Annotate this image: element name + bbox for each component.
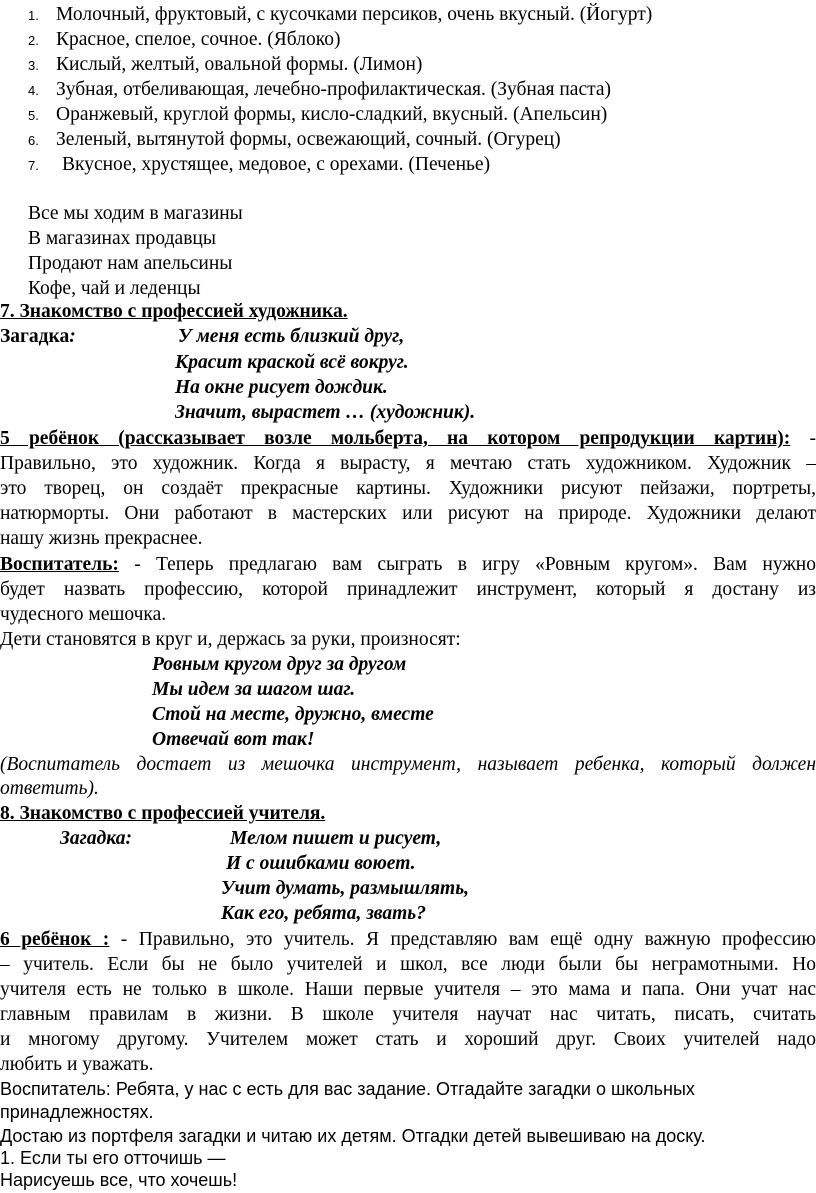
section-heading: 8. Знакомство с профессией учителя.: [0, 803, 326, 824]
riddle-line: Красит краской всё вокруг.: [175, 352, 409, 373]
poem-line: Кофе, чай и леденцы: [28, 278, 201, 299]
paragraph-line: натюрморты. Они работают в мастерских или рисуют на природе. Художники делают: [0, 503, 816, 524]
riddle-label: Загадка:: [60, 828, 132, 849]
paragraph-line: принадлежностях.: [0, 1102, 154, 1122]
riddle-line: У меня есть близкий друг,: [178, 326, 405, 347]
poem-line: В магазинах продавцы: [28, 228, 216, 249]
paragraph-line: это творец, он создаёт прекрасные картины. Художники рисуют пейзажи, портреты,: [0, 478, 816, 499]
document-page: 1. Молочный, фруктовый, с кусочками персиков, очень вкусный. (Йогурт) 2. Красное, спелое, сочное. (Яблоко) 3. Кислый, желтый, овальной формы. (Лимон) 4. Зубная, отбеливающая, лечебно-профилактическая. (Зубная паста) 5. Оранжевый, круглой формы, кисло-сладкий, вкусный. (Апельсин) 6. Зеленый, вытянутой формы, освежающий, сочный. (Огурец) 7. Вкусное, хрустящее, медовое, с орехами. (Печенье) Все мы ходим в магазины В магазинах продавцы Продают нам апельсины Кофе, чай и леденцы 7. Знакомство с профессией художника. Загадка: У меня есть близкий друг, Красит краской всё вокруг. На окне рисует дождик. Значит, вырастет … (художник). 5 ребёнок (рассказывает возле мольберта, на котором репродукции картин): - Правильно, это художник. Когда я вырасту, я мечтаю стать художником. Художник – это творец, он создаёт прекрасные картины. Художники рисуют пейзажи, портреты, натюрморты. Они работают в мастерских или рисуют на природе. Художники делают нашу жизнь прекраснее. Воспитатель: - Теперь предлагаю вам сыграть в игру «Ровным кругом». Вам нужно будет назвать профессию, которой принадлежит инструмент, который я достану из чудесного мешочка. Дети становятся в круг и, держась за руки, произносят: Ровным кругом друг за другом Мы идем за шагом шаг. Стой на месте, дружно, вместе Отвечай вот так! (Воспитатель достает из мешочка инструмент, называет ребенка, который должен ответить). 8. Знакомство с профессией учителя. Загадка: Мелом пишет и рисует, И с ошибками воюет. Учит думать, размышлять, Как его, ребята, звать? 6 ребёнок : - Правильно, это учитель. Я представляю вам ещё одну важную профессию – учитель. Если бы не было учителей и школ, все люди были бы неграмотными. Но учителя есть не только в школе. Наши первые учителя – это мама и папа. Они учат нас главным правилам в жизни. В школе учителя научат нас читать, писать, считать и многому другому. Учителем может стать и хороший друг. Своих учителей надо любить и уважать. Воспитатель: Ребята, у нас с есть для вас задание. Отгадайте загадки о школьных принадлежностях. Достаю из портфеля загадки и читаю их детям. Отгадки детей вывешиваю на доску. 1. Если ты его отточишь — Нарисуешь все, что хочешь!: [0, 0, 816, 1190]
riddle-line: Мелом пишет и рисует,: [230, 828, 442, 849]
poem-line: Продают нам апельсины: [28, 253, 233, 274]
chant-line: Стой на месте, дружно, вместе: [152, 704, 434, 725]
paragraph-line: 1. Если ты его отточишь —: [0, 1148, 226, 1168]
note-line: (Воспитатель достает из мешочка инструмент, называет ребенка, который должен: [0, 754, 816, 775]
riddle-line: Учит думать, размышлять,: [221, 878, 469, 899]
paragraph-line: Нарисуешь все, что хочешь!: [0, 1170, 238, 1190]
section-heading: 7. Знакомство с профессией художника.: [0, 301, 348, 322]
paragraph-line: и многому другому. Учителем может стать и хороший друг. Своих учителей надо: [0, 1029, 816, 1050]
poem-line: Все мы ходим в магазины: [28, 203, 243, 224]
paragraph-line: главным правилам в жизни. В школе учителя научат нас читать, писать, считать: [0, 1004, 816, 1025]
paragraph-line: – учитель. Если бы не было учителей и школ, все люди были бы неграмотными. Но: [0, 954, 816, 975]
chant-line: Ровным кругом друг за другом: [152, 654, 407, 675]
paragraph-line: Правильно, это художник. Когда я вырасту, я мечтаю стать художником. Художник –: [0, 453, 816, 474]
paragraph-line: Воспитатель: Ребята, у нас с есть для вас задание. Отгадайте загадки о школьных: [0, 1079, 695, 1099]
paragraph-line: нашу жизнь прекраснее.: [0, 528, 203, 549]
riddle-label: Загадка:: [0, 326, 76, 347]
riddle-line: Как его, ребята, звать?: [221, 903, 426, 924]
paragraph-line: Достаю из портфеля загадки и читаю их детям. Отгадки детей вывешиваю на доску.: [0, 1126, 706, 1146]
note-line: ответить).: [0, 778, 99, 799]
child-intro: 6 ребёнок : - Правильно, это учитель. Я представляю вам ещё одну важную профессию: [0, 929, 816, 950]
paragraph-line: будет назвать профессию, которой принадлежит инструмент, который я достану из: [0, 579, 816, 600]
chant-line: Отвечай вот так!: [152, 729, 315, 750]
paragraph-line: любить и уважать.: [0, 1054, 154, 1075]
child-intro: 5 ребёнок (рассказывает возле мольберта, на котором репродукции картин): -: [0, 428, 816, 449]
teacher-line: Воспитатель: - Теперь предлагаю вам сыграть в игру «Ровным кругом». Вам нужно: [0, 554, 816, 575]
chant-line: Мы идем за шагом шаг.: [152, 679, 356, 700]
riddle-line: Значит, вырастет … (художник).: [175, 402, 476, 423]
paragraph-line: Дети становятся в круг и, держась за руки, произносят:: [0, 629, 461, 650]
riddle-line: На окне рисует дождик.: [175, 377, 388, 398]
paragraph-line: чудесного мешочка.: [0, 604, 167, 625]
riddle-line: И с ошибками воюет.: [226, 853, 416, 874]
paragraph-line: учителя есть не только в школе. Наши первые учителя – это мама и папа. Они учат нас: [0, 979, 816, 1000]
